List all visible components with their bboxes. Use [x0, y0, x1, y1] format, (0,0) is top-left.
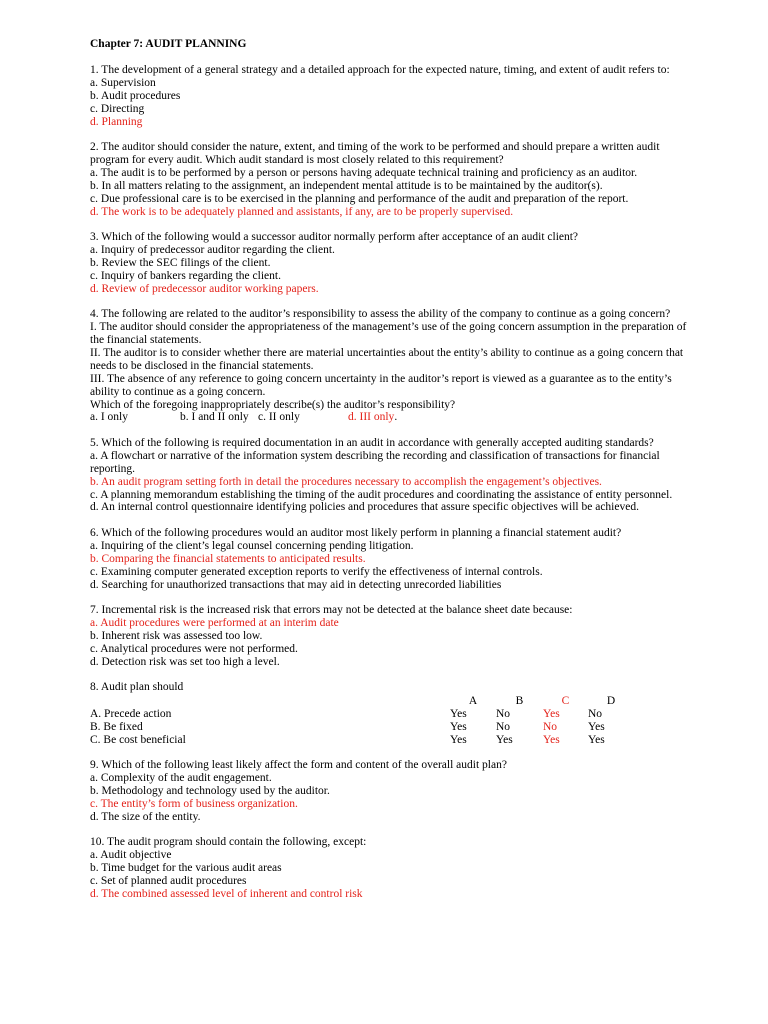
question-stem: 10. The audit program should contain the following, except:	[90, 836, 367, 849]
correct-answer: a. Audit procedures were performed at an interim date	[90, 617, 339, 629]
column-header: B	[515, 695, 524, 708]
table-cell: No	[496, 708, 511, 721]
table-cell: Yes	[450, 733, 467, 746]
correct-answer: d. Planning	[90, 115, 143, 128]
option-c: c. Due professional care is to be exercised in the planning and performance of the audit and preparation of the report.	[90, 192, 629, 205]
table-cell-correct: Yes	[543, 708, 560, 721]
question-stem: 4. The following are related to the auditor’s responsibility to assess the ability of the company to continue as a going concern?	[90, 308, 671, 321]
table-cell: Yes	[450, 708, 467, 721]
table-cell: Yes	[588, 733, 605, 746]
option-b: b. Methodology and technology used by the auditor.	[90, 785, 330, 798]
question-stem: 5. Which of the following is required documentation in an audit in accordance with generally accepted auditing standards?	[90, 436, 654, 449]
option-c: c. Analytical procedures were not performed.	[90, 642, 298, 655]
option-a: a. The audit is to be performed by a person or persons having adequate technical training and proficiency as an auditor.	[90, 166, 638, 179]
table-cell: Yes	[496, 733, 513, 746]
row-label: C. Be cost beneficial	[90, 733, 186, 746]
table-cell: Yes	[450, 720, 467, 733]
question-8	[90, 681, 695, 747]
table-header-row	[90, 695, 634, 708]
question-stem: 7. Incremental risk is the increased risk that errors may not be detected at the balance sheet date because:	[90, 604, 573, 617]
correct-answer: d. III only	[348, 411, 395, 424]
column-header: A	[468, 695, 478, 708]
option-d: d. Detection risk was set too high a level.	[90, 655, 280, 668]
table-cell-correct: Yes	[543, 733, 560, 746]
correct-answer: d. Review of predecessor auditor working papers.	[90, 282, 319, 295]
option-b: b. Audit procedures	[90, 89, 181, 102]
question-1	[90, 64, 695, 129]
table-cell-correct: No	[543, 720, 558, 733]
question-7	[90, 604, 695, 669]
question-stem: 9. Which of the following least likely affect the form and content of the overall audit plan?	[90, 759, 507, 772]
option-d: d. Searching for unauthorized transactions that may aid in detecting unrecorded liabilities	[90, 578, 502, 591]
option-c: c. Inquiry of bankers regarding the client.	[90, 269, 281, 282]
audit-plan-table	[90, 695, 634, 747]
chapter-title: Chapter 7: AUDIT PLANNING	[90, 38, 247, 50]
option-b: b. In all matters relating to the assignment, an independent mental attitude is to be maintained by the auditor(s).	[90, 179, 603, 192]
correct-answer: d. The combined assessed level of inherent and control risk	[90, 888, 363, 901]
option-a: a. Inquiring of the client’s legal counsel concerning pending litigation.	[90, 539, 414, 552]
question-10	[90, 836, 695, 901]
option-b: b. Time budget for the various audit areas	[90, 862, 282, 875]
table-row	[90, 734, 634, 747]
option-a: a. Complexity of the audit engagement.	[90, 772, 272, 785]
question-stem: 6. Which of the following procedures would an auditor most likely perform in planning a financial statement audit?	[90, 526, 622, 539]
correct-answer: d. The work is to be adequately planned and assistants, if any, are to be properly supervised.	[90, 205, 514, 218]
question-6	[90, 527, 695, 592]
option-a: a. Inquiry of predecessor auditor regarding the client.	[90, 243, 335, 256]
table-cell: Yes	[588, 720, 605, 733]
option-c: c. A planning memorandum establishing the timing of the audit procedures and coordinating the assistance of entity personnel.	[90, 488, 673, 501]
column-header: D	[606, 695, 616, 708]
options-row	[90, 411, 695, 424]
statement-ii: II. The auditor is to consider whether there are material uncertainties about the entity’s ability to continue as a going concern that needs to be disclosed in the financial statements.	[90, 346, 684, 372]
table-cell: No	[496, 720, 511, 733]
question-4	[90, 308, 695, 424]
correct-answer: b. Comparing the financial statements to anticipated results.	[90, 552, 366, 565]
option-a: a. A flowchart or narrative of the information system describing the recording and classification of transactions for financial reporting.	[90, 449, 660, 475]
option-b: b. Review the SEC filings of the client.	[90, 256, 271, 269]
correct-answer: b. An audit program setting forth in detail the procedures necessary to accomplish the engagement’s objectives.	[90, 475, 602, 488]
statement-i: I. The auditor should consider the appropriateness of the management’s use of the going concern assumption in the preparation of the financial statements.	[90, 321, 687, 346]
option-c: c. Set of planned audit procedures	[90, 875, 247, 888]
option-a: a. Supervision	[90, 76, 156, 89]
option-a: a. I only	[90, 411, 129, 424]
question-9	[90, 759, 695, 824]
row-label: A. Precede action	[90, 708, 172, 721]
option-d: d. The size of the entity.	[90, 810, 201, 823]
question-stem: 1. The development of a general strategy and a detailed approach for the expected nature, timing, and extent of audit refers to:	[90, 63, 670, 76]
column-header-correct: C	[561, 695, 570, 708]
option-b: b. I and II only	[180, 411, 249, 424]
option-a: a. Audit objective	[90, 849, 172, 862]
statement-iii: III. The absence of any reference to going concern uncertainty in the auditor’s report is viewed as a guarantee as to the entity’s ability to continue as a going concern.	[90, 372, 672, 398]
question-stem: 2. The auditor should consider the nature, extent, and timing of the work to be performed and should prepare a written audit program for every audit. Which audit standard is most closely related to this requirement?	[90, 141, 660, 166]
option-c: c. Directing	[90, 102, 145, 115]
table-row	[90, 708, 634, 721]
question-2	[90, 141, 695, 218]
question-stem: 3. Which of the following would a successor auditor normally perform after acceptance of an audit client?	[90, 231, 579, 244]
row-label: B. Be fixed	[90, 720, 143, 733]
question-3	[90, 231, 695, 296]
option-c: c. Examining computer generated exception reports to verify the effectiveness of internal controls.	[90, 565, 543, 578]
table-row	[90, 721, 634, 734]
option-c: c. II only	[258, 411, 300, 424]
trailing-period: .	[394, 411, 398, 424]
correct-answer: c. The entity’s form of business organization.	[90, 798, 298, 811]
table-cell: No	[588, 708, 603, 721]
question-5	[90, 437, 695, 514]
option-b: b. Inherent risk was assessed too low.	[90, 629, 263, 642]
option-d: d. An internal control questionnaire identifying policies and procedures that assure specific objectives will be achieved.	[90, 501, 639, 514]
question-stem: 8. Audit plan should	[90, 681, 184, 694]
question-prompt: Which of the foregoing inappropriately describe(s) the auditor’s responsibility?	[90, 398, 456, 411]
